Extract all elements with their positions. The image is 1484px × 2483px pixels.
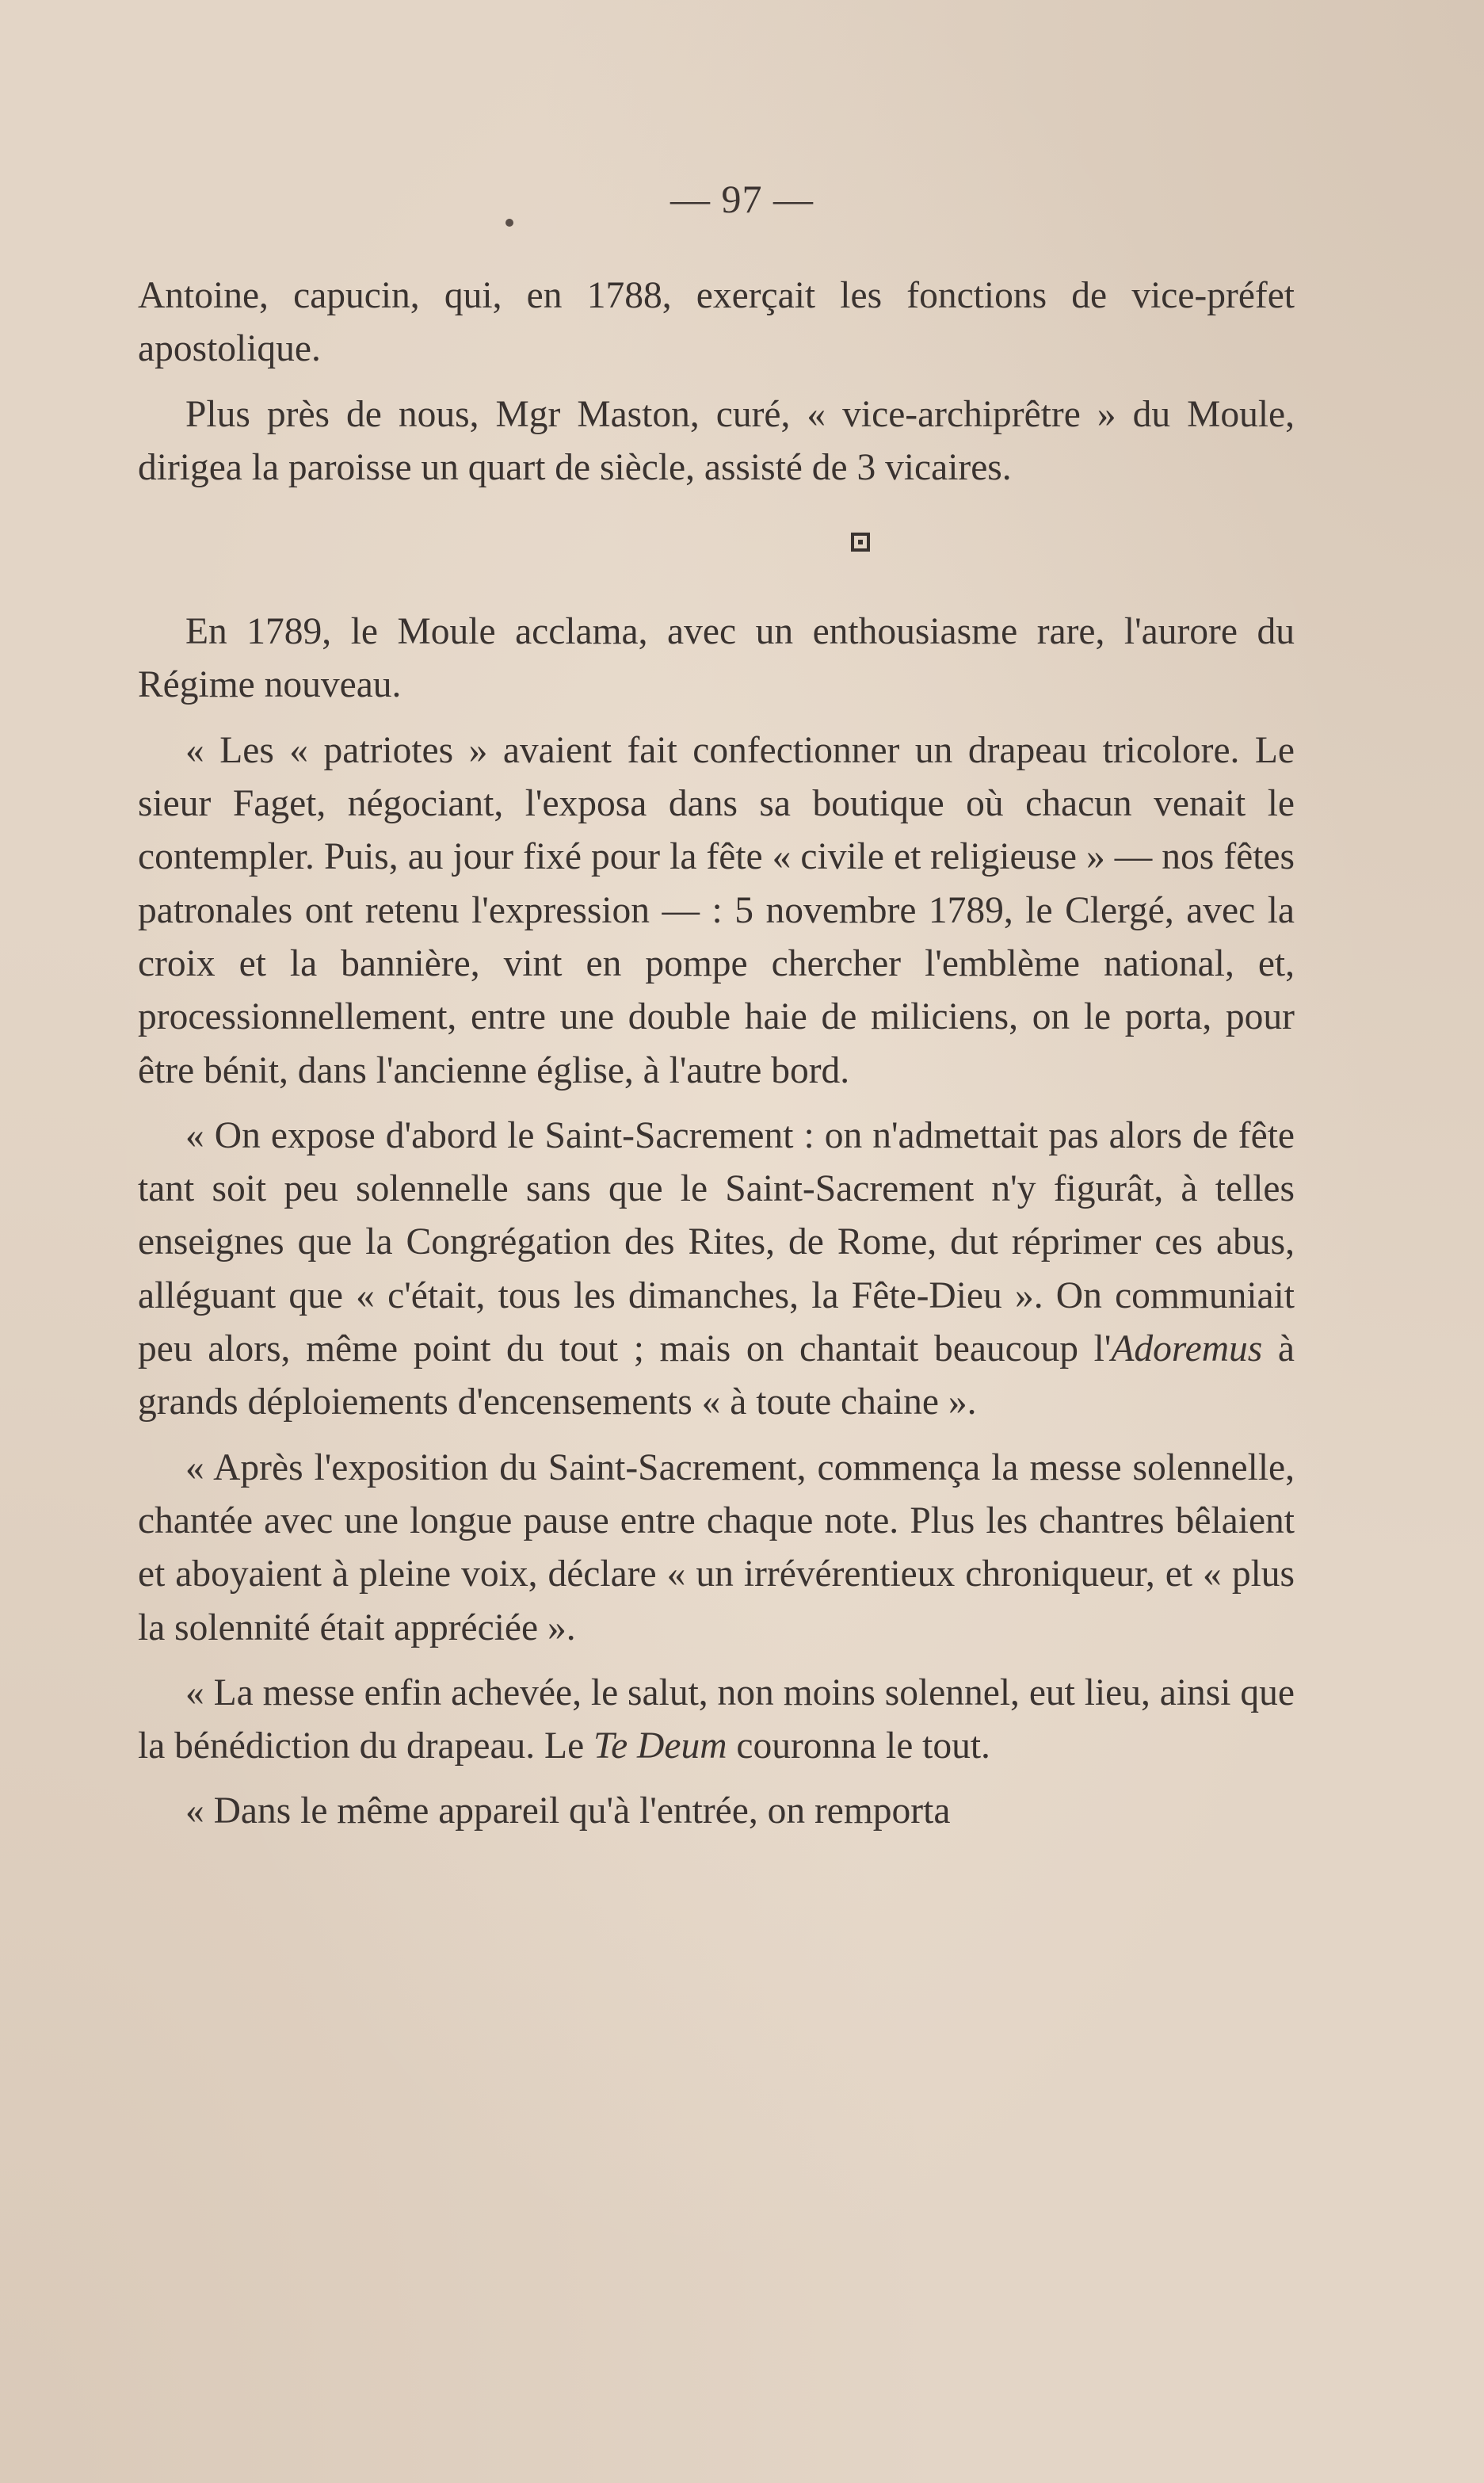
italic-term: Te Deum [593,1725,727,1767]
paragraph-messe: « Après l'exposition du Saint-Sacrement, commença la messe solennelle, chantée avec une longue pause entre chaque note. Plus les chantres bêlaient et aboyaient à pleine voix, déclare « un irrévérentieux chroniqueur, et « plus la solennité était appréciée ». [138,1446,1295,1648]
section-divider [138,495,1295,605]
paragraph-1789: En 1789, le Moule acclama, avec un enthousiasme rare, l'aurore du Régime nouveau. [138,611,1295,706]
paragraph-text: couronna le tout. [727,1725,990,1767]
paragraph-text: à grands déploiements d'encensements « à toute chaine ». [138,1328,1295,1423]
paragraph-patriotes: « Les « patriotes » avaient fait confectionner un drapeau tricolore. Le sieur Faget, négociant, l'exposa dans sa boutique où chacun venait le contempler. Puis, au jour fixé pour la fête « civile et religieuse » — nos fêtes patronales ont retenu l'expression — : 5 novembre 1789, le Clergé, avec la croix et la bannière, vint en pompe chercher l'emblème national, et, processionnellement, entre une double haie de miliciens, on le porta, pour être bénit, dans l'ancienne église, à l'autre bord. [138,729,1295,1091]
italic-term: Adoremus [1111,1328,1263,1370]
paragraph-saint-sacrement [138,1110,1295,1430]
paragraph-text: « On expose d'abord le Saint-Sacrement : on n'admettait pas alors de fête tant soit peu solennelle sans que le Saint-Sacrement n'y figurât, à telles enseignes que la Congrégation des Rites, de Rome, dut réprimer ces abus, alléguant que « c'était, tous les dimanches, la Fête-Dieu ». On communiait peu alors, même point du tout ; mais on chantait beaucoup l' [138,1114,1295,1370]
paragraph-text: « La messe enfin achevée, le salut, non moins solennel, eut lieu, ainsi que la bénédiction du drapeau. Le [138,1671,1295,1767]
paragraph-salut [138,1667,1295,1774]
paragraph-continuation: Antoine, capucin, qui, en 1788, exerçait les fonctions de vice-préfet apostolique. [138,275,1295,370]
page-number: — 97 — [670,177,814,221]
square-dot-ornament-icon [851,533,870,552]
paragraph-remporta: « Dans le même appareil qu'à l'entrée, on remporta [185,1790,951,1832]
paragraph-mgr-maston: Plus près de nous, Mgr Maston, curé, « vice-archiprêtre » du Moule, dirigea la paroisse un quart de siècle, assisté de 3 vicaires. [138,393,1295,488]
body-text [138,269,1295,1839]
